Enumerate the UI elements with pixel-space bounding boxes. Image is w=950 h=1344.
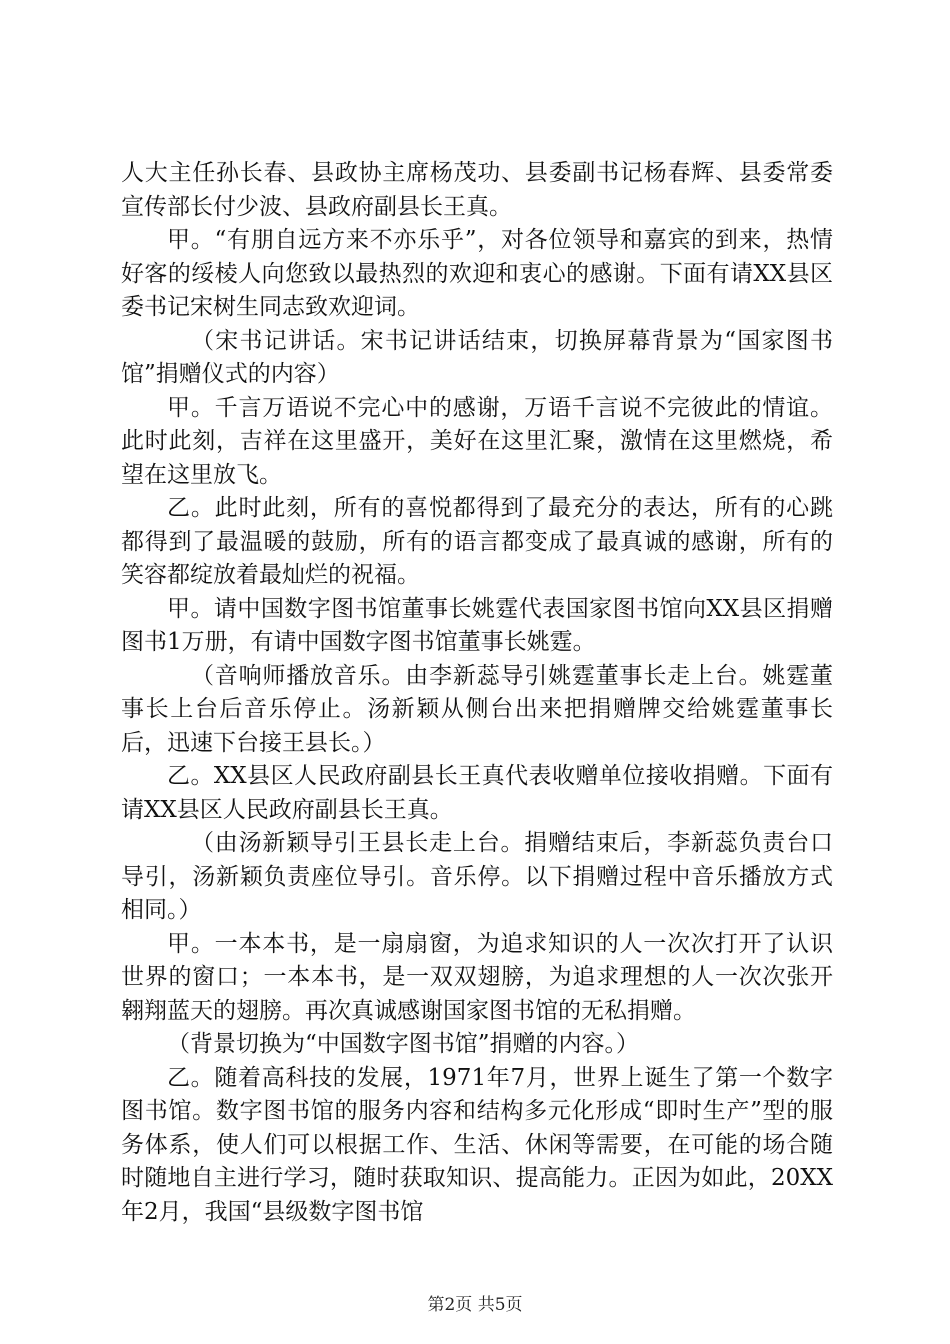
- paragraph: 乙。此时此刻，所有的喜悦都得到了最充分的表达，所有的心跳都得到了最温暖的鼓励，所有的语言都变成了最真诚的感谢，所有的笑容都绽放着最灿烂的祝福。: [121, 495, 833, 588]
- paragraph: 甲。千言万语说不完心中的感谢，万语千言说不完彼此的情谊。此时此刻，吉祥在这里盛开，美好在这里汇聚，激情在这里燃烧，希望在这里放飞。: [121, 394, 833, 488]
- paragraph: 乙。XX县区人民政府副县长王真代表收赠单位接收捐赠。下面有请XX县区人民政府副县长王真。: [121, 763, 833, 823]
- stage-direction: （音响师播放音乐。由李新蕊导引姚霆董事长走上台。姚霆董事长上台后音乐停止。汤新颖从侧台出来把捐赠牌交给姚霆董事长后，迅速下台接王县长。）: [121, 662, 833, 756]
- paragraph: 甲。请中国数字图书馆董事长姚霆代表国家图书馆向XX县区捐赠图书1万册，有请中国数字图书馆董事长姚霆。: [121, 595, 833, 655]
- stage-direction: （由汤新颖导引王县长走上台。捐赠结束后，李新蕊负责台口导引，汤新颖负责座位导引。音乐停。以下捐赠过程中音乐播放方式相同。）: [121, 830, 833, 923]
- stage-direction: （宋书记讲话。宋书记讲话结束，切换屏幕背景为“国家图书馆”捐赠仪式的内容）: [121, 327, 833, 387]
- document-body: [121, 157, 833, 1229]
- stage-direction: （背景切换为“中国数字图书馆”捐赠的内容。）: [167, 1031, 640, 1057]
- paragraph: 人大主任孙长春、县政协主席杨茂功、县委副书记杨春辉、县委常委宣传部长付少波、县政府副县长王真。: [121, 160, 833, 220]
- paragraph: 甲。一本本书，是一扇扇窗，为追求知识的人一次次打开了认识世界的窗口；一本本书，是一双双翅膀，为追求理想的人一次次张开翱翔蓝天的翅膀。再次真诚感谢国家图书馆的无私捐赠。: [121, 930, 833, 1024]
- paragraph: 乙。随着高科技的发展，1971年7月，世界上诞生了第一个数字图书馆。数字图书馆的服务内容和结构多元化形成“即时生产”型的服务体系，使人们可以根据工作、生活、休闲等需要，在可能的场合随时随地自主进行学习，随时获取知识、提高能力。正因为如此，20XX年2月，我国“县级数字图书馆: [121, 1064, 833, 1225]
- page-footer: 第2页 共5页: [427, 1295, 523, 1315]
- paragraph: 甲。“有朋自远方来不亦乐乎”，对各位领导和嘉宾的到来，热情好客的绥棱人向您致以最热烈的欢迎和衷心的感谢。下面有请XX县区委书记宋树生同志致欢迎词。: [121, 227, 833, 320]
